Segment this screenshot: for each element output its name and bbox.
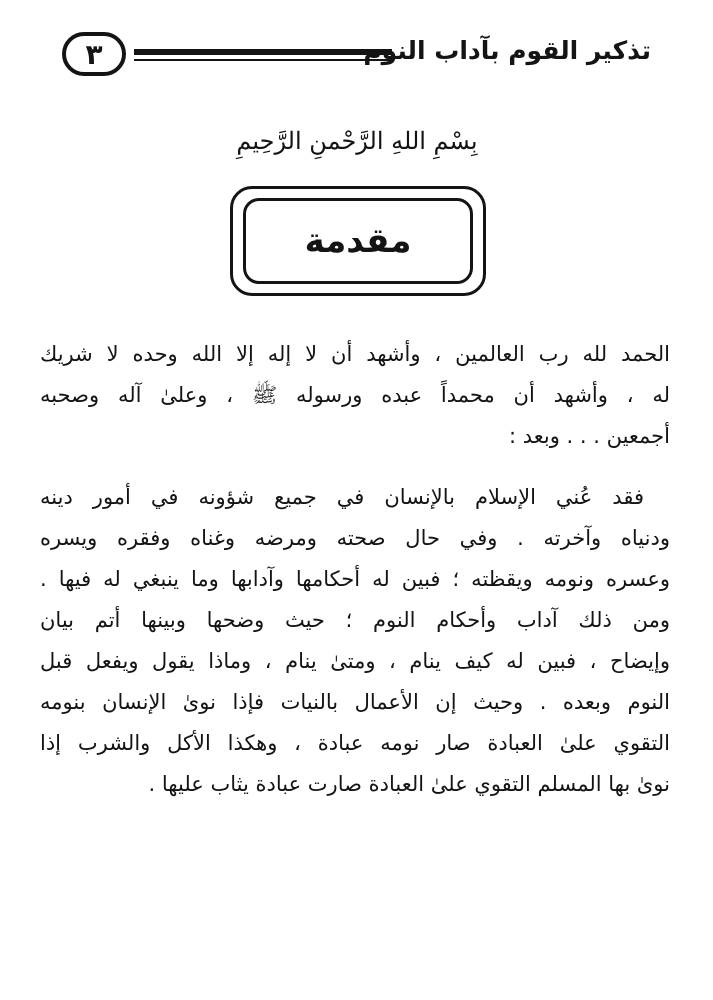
body-text [40, 334, 670, 805]
header-rule [134, 49, 392, 65]
paragraph-intro [40, 334, 670, 457]
text-line: ومن ذلك آداب وأحكام النوم ؛ حيث وضحها وبينها أتم بيان [40, 608, 670, 632]
running-title: تذكير القوم بآداب النوم [363, 36, 651, 65]
text-line: نوىٰ بها المسلم التقوي علىٰ العبادة صارت عبادة يثاب عليها . [148, 772, 670, 796]
text-line: النوم وبعده . وحيث إن الأعمال بالنيات فإذا نوىٰ الإنسان بنومه [40, 690, 670, 714]
paragraph-main [40, 477, 670, 805]
paragraph-gap [40, 457, 670, 477]
text-line: وإيضاح ، فبين له كيف ينام ، ومتىٰ ينام ، وماذا يقول ويفعل قبل [40, 649, 670, 673]
text-line: الحمد لله رب العالمين ، وأشهد أن لا إله إلا الله وحده لا شريك [40, 342, 670, 366]
header-rule-thick [134, 49, 392, 55]
text-line: له ، وأشهد أن محمداً عبده ورسوله ﷺ ، وعلىٰ آله وصحبه [40, 383, 670, 407]
basmala: بِسْمِ اللهِ الرَّحْمنِ الرَّحِيمِ [236, 127, 478, 155]
text-line: ودنياه وآخرته . وفي حال صحته ومرضه وغناه وفقره ويسره [40, 526, 670, 550]
header-rule-thin [134, 59, 392, 61]
text-line: فقد عُني الإسلام بالإنسان في جميع شؤونه في أمور دينه [40, 485, 644, 509]
text-line: التقوي علىٰ العبادة صار نومه عبادة ، وهكذا الأكل والشرب إذا [40, 731, 670, 755]
section-title: مقدمة [243, 198, 473, 284]
page-number: ٣ [62, 32, 126, 76]
text-line: وعسره ونومه ويقظته ؛ فبين له أحكامها وآدابها وما ينبغي له فيها . [40, 567, 670, 591]
text-line: أجمعين . . . وبعد : [508, 424, 670, 448]
